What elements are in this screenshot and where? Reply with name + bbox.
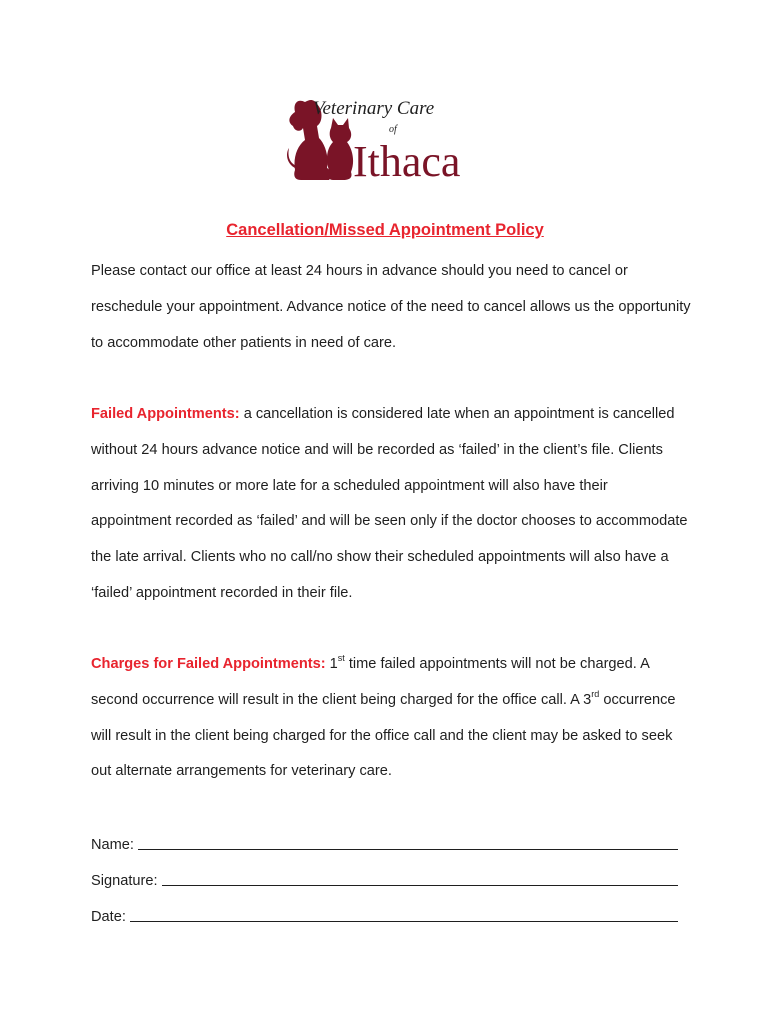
charges-first-number: 1	[325, 656, 338, 672]
clinic-logo-graphic	[283, 88, 493, 188]
date-label: Date:	[91, 909, 126, 925]
clinic-logo	[283, 88, 493, 188]
charges-first-ordinal: st	[337, 653, 345, 663]
cat-silhouette	[327, 118, 353, 180]
signature-input-line[interactable]	[162, 869, 678, 886]
page-title: Cancellation/Missed Appointment Policy	[226, 221, 544, 239]
charges-heading: Charges for Failed Appointments:	[91, 656, 326, 672]
name-input-line[interactable]	[138, 833, 678, 850]
logo-of-text: of	[389, 124, 397, 135]
signature-field[interactable]	[91, 867, 678, 889]
logo-top-text: Veterinary Care	[313, 98, 435, 119]
charges-paragraph	[91, 647, 691, 790]
intro-paragraph: Please contact our office at least 24 hours in advance should you need to cancel or reschedule your appointment. Advance notice of the need to cancel allows us the opportunity to accommodate other patients in need of care.	[91, 263, 691, 351]
failed-appointments-heading: Failed Appointments:	[91, 406, 240, 422]
charges-text-a: time failed appointments will not be charged. A second occurrence will result in the client being charged for the office call. A 3	[91, 656, 650, 708]
logo-main-text: Ithaca	[353, 137, 461, 186]
name-field[interactable]	[91, 831, 678, 853]
date-input-line[interactable]	[130, 905, 678, 922]
name-label: Name:	[91, 837, 134, 853]
failed-appointments-text: a cancellation is considered late when an appointment is cancelled without 24 hours advance notice and will be recorded as ‘failed’ in the client’s file. Clients arriving 10 minutes or more late for a scheduled appointment will also have their appointment recorded as ‘failed’ and will be seen only if the doctor chooses to accommodate the late arrival. Clients who no call/no show their scheduled appointments will also have a ‘failed’ appointment recorded in their file.	[91, 406, 688, 601]
charges-third-ordinal: rd	[591, 688, 600, 699]
charges-text-b: occurrence will result in the client being charged for the office call and the client may be asked to seek out alternate arrangements for veterinary care.	[91, 691, 676, 780]
signature-label: Signature:	[91, 873, 158, 889]
date-field[interactable]	[91, 903, 678, 925]
failed-appointments-paragraph	[91, 397, 691, 612]
